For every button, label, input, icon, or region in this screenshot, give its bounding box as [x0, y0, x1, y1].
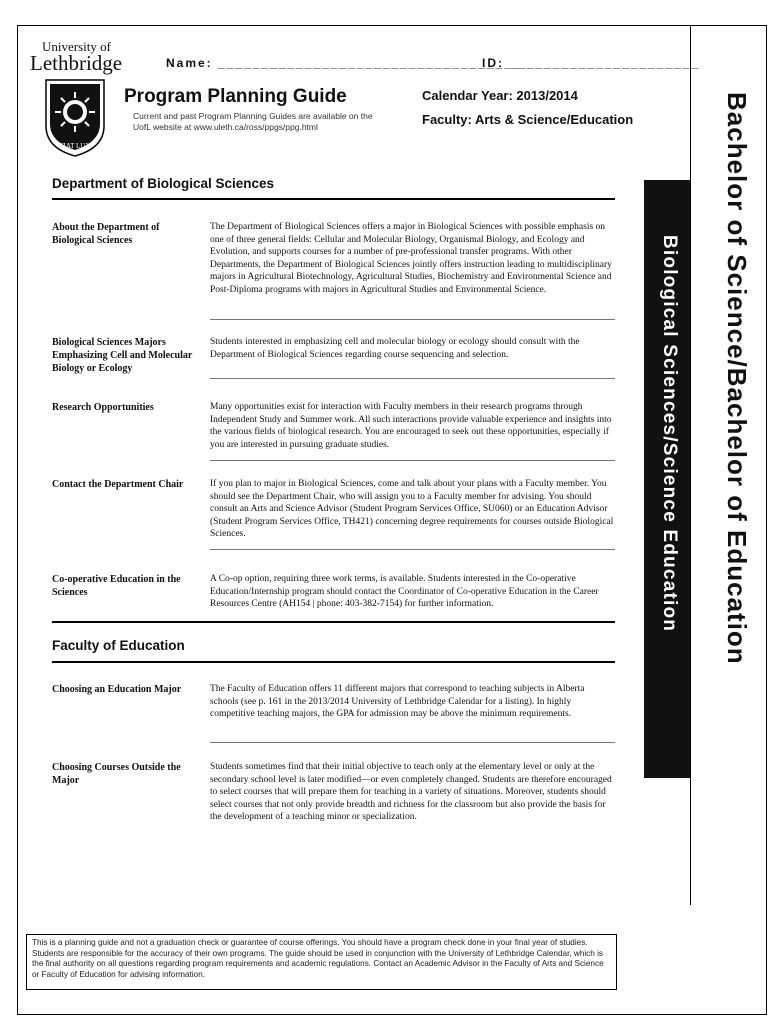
faculty-name: Faculty: Arts & Science/Education	[422, 112, 634, 127]
item-label: Choosing an Education Major	[52, 684, 182, 695]
item-divider	[210, 378, 615, 379]
logo-line1: University of	[42, 39, 111, 54]
item-label: Contact the Department Chair	[52, 479, 184, 490]
item-label: About the Department of Biological Sciences	[52, 222, 160, 246]
calendar-year: Calendar Year: 2013/2014	[422, 88, 578, 103]
item-label: Co-operative Education in the Sciences	[52, 574, 181, 598]
item-divider	[210, 319, 615, 320]
section-rule	[52, 621, 615, 623]
section-heading: Department of Biological Sciences	[52, 176, 275, 191]
side-title-band	[644, 180, 690, 778]
page-title: Program Planning Guide	[124, 86, 347, 107]
item-text: Many opportunities exist for interaction with Faculty members in their research programs through Independent Study and Summer work. All such interactions provide valuable experience and insights into the various fields of biological research. You are encouraged to seek out these opportunities, especially if you are interested in pursuing graduate studies.	[210, 402, 612, 450]
disclaimer-box: This is a planning guide and not a graduation check or guarantee of course offerings. You should have a program check done in your final year of studies. Students are responsible for the accuracy of their own programs. The guide should be used in conjunction with the University of Lethbridge Calendar, which is the final authority on all questions regarding program requirements and academic regulations. Contact an Academic Advisor in the Faculty of Arts and Science or Faculty of Education for advising information.	[26, 934, 617, 990]
item-divider	[210, 460, 615, 461]
logo-motto: FIAT LUX	[59, 142, 91, 150]
id-field[interactable]: ID: ______________________	[482, 56, 701, 70]
item-text: Students sometimes find that their initial objective to teach only at the elementary level or only at the secondary school level is later modified—or even completely changed. Students are therefore encouraged to select courses that will prepare them for teaching in a variety of situations. Moreover, students should select courses that not only provide breadth and richness for the classroom but also provide the basis for the development of a teaching minor or specialization.	[210, 762, 612, 822]
logo-line2: Lethbridge	[30, 51, 123, 75]
item-text: If you plan to major in Biological Sciences, come and talk about your plans with a Faculty member. You should see the Department Chair, who will assign you to a Faculty member for advising. You should consult an Arts and Science Advisor (Student Program Services Office, SU060) or an Education Advisor (Student Program Services Office, TH421) concerning degree requirements for courses outside Biological Sciences.	[210, 479, 614, 539]
section-rule	[52, 661, 615, 663]
page-subtitle: Current and past Program Planning Guides are available on the UofL website at www.uleth.ca/ross/ppgs/ppg.html	[133, 111, 373, 132]
item-label: Biological Sciences Majors Emphasizing Cell and Molecular Biology or Ecology	[52, 337, 193, 374]
section-rule	[52, 198, 615, 200]
name-field[interactable]: Name: ___________________________________	[166, 56, 522, 70]
side-title-outer	[700, 92, 760, 842]
section-heading: Faculty of Education	[52, 638, 185, 653]
shield-icon	[44, 78, 106, 158]
item-text: The Faculty of Education offers 11 different majors that correspond to teaching subjects in Alberta schools (see p. 161 in the 2013/2014 University of Lethbridge Calendar for a listing). In highly competitive teaching majors, the GPA for admission may be above the minimum requirements.	[210, 684, 585, 719]
item-divider	[210, 742, 615, 743]
item-text: The Department of Biological Sciences offers a major in Biological Sciences with possible emphasis on one of three general fields: Cellular and Molecular Biology, Organismal Biology, and Ecology and Evolution, and supports courses for a number of pre-professional transfer programs. With other Departments, the Department of Biological Sciences jointly offers instruction leading to multidisciplinary majors in Agricultural Biotechnology, Agricultural Studies, Biochemistry and Environmental Science and Post-Diploma programs with majors in Agricultural Studies and Environmental Science.	[210, 222, 612, 295]
item-label: Choosing Courses Outside the Major	[52, 762, 181, 786]
item-text: Students interested in emphasizing cell and molecular biology or ecology should consult with the Department of Biological Sciences regarding course sequencing and selection.	[210, 337, 580, 360]
item-label: Research Opportunities	[52, 402, 154, 413]
side-title-outer-text: Bachelor of Science/Bachelor of Education	[722, 92, 752, 665]
item-text: A Co-op option, requiring three work terms, is available. Students interested in the Co-operative Education/Internship program should contact the Coordinator of Co-operative Education in the Career Resources Centre (AH154 | phone: 403-382-7154) for further information.	[210, 574, 599, 609]
item-divider	[210, 549, 615, 550]
side-title-inner-text: Biological Sciences/Science Education	[659, 235, 680, 633]
